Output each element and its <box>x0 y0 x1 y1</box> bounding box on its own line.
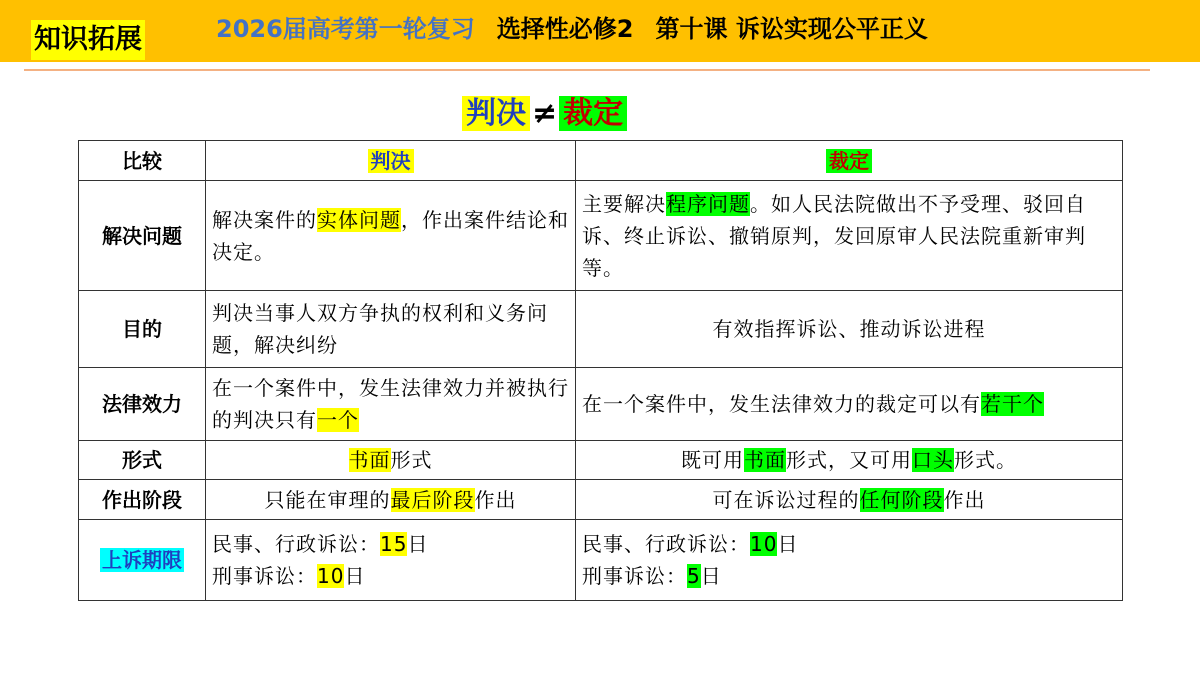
judgment-criminal-days: 10 <box>317 564 345 588</box>
ruling-stage-pre: 可在诉讼过程的 <box>712 487 860 512</box>
row-label-purpose: 目的 <box>79 291 206 368</box>
ruling-issue-cell <box>576 181 1123 291</box>
header-divider <box>24 69 1150 71</box>
ruling-criminal-label: 刑事诉讼： <box>582 564 687 588</box>
judgment-stage-post: 作出 <box>474 487 517 512</box>
main-title <box>462 92 627 136</box>
ruling-form-highlight-oral: 口头 <box>912 448 954 472</box>
ruling-effect-pre: 在一个案件中，发生法律效力的裁定可以有 <box>582 392 981 416</box>
header-judgment-label: 判决 <box>368 149 414 173</box>
judgment-purpose-cell: 判决当事人双方争执的权利和义务问题，解决纠纷 <box>206 291 576 368</box>
judgment-form-post: 形式 <box>390 448 433 472</box>
judgment-effect-highlight: 一个 <box>317 408 359 432</box>
judgment-appeal-civil <box>212 528 569 560</box>
row-label-effect: 法律效力 <box>79 368 206 441</box>
judgment-issue-cell <box>206 181 576 291</box>
judgment-issue-post: ，作出案件结论和决定。 <box>212 207 569 264</box>
ruling-form-post: 形式。 <box>954 448 1017 472</box>
ruling-form-cell <box>576 441 1123 480</box>
judgment-appeal-cell <box>206 520 576 601</box>
judgment-civil-label: 民事、行政诉讼： <box>212 532 380 556</box>
judgment-stage-cell <box>206 480 576 520</box>
title-ruling: 裁定 <box>559 96 627 131</box>
ruling-criminal-days: 5 <box>687 564 701 588</box>
judgment-civil-unit: 日 <box>407 532 429 556</box>
course-name: 2026届高考第一轮复习 <box>216 15 475 43</box>
ruling-issue-pre: 主要解决 <box>582 191 666 216</box>
row-label-form: 形式 <box>79 441 206 480</box>
ruling-stage-post: 作出 <box>943 487 986 512</box>
ruling-form-pre: 既可用 <box>681 448 744 472</box>
module-name: 选择性必修2 <box>496 15 634 43</box>
ruling-criminal-unit: 日 <box>700 564 722 588</box>
table-row-issue <box>79 181 1123 291</box>
table-header-row <box>79 141 1123 181</box>
title-judgment: 判决 <box>462 96 530 131</box>
ruling-stage-highlight: 任何阶段 <box>859 487 944 512</box>
row-label-issue: 解决问题 <box>79 181 206 291</box>
judgment-criminal-unit: 日 <box>344 564 366 588</box>
judgment-issue-pre: 解决案件的 <box>212 207 317 232</box>
table-row-form <box>79 441 1123 480</box>
course-title <box>216 12 928 46</box>
judgment-effect-pre: 在一个案件中，发生法律效力并被执行的判决只有 <box>212 376 569 432</box>
judgment-criminal-label: 刑事诉讼： <box>212 564 317 588</box>
ruling-civil-unit: 日 <box>777 532 799 556</box>
title-not-equal: ≠ <box>532 96 558 131</box>
row-label-appeal: 上诉期限 <box>102 548 182 572</box>
header-ruling-cell <box>576 141 1123 181</box>
table-row-purpose <box>79 291 1123 368</box>
section-badge: 知识拓展 <box>31 20 145 60</box>
judgment-appeal-criminal <box>212 560 569 592</box>
ruling-civil-label: 民事、行政诉讼： <box>582 532 750 556</box>
table-row-appeal <box>79 520 1123 601</box>
header-compare-cell <box>79 141 206 181</box>
ruling-appeal-cell <box>576 520 1123 601</box>
judgment-form-highlight: 书面 <box>348 448 391 472</box>
row-label-stage: 作出阶段 <box>79 480 206 520</box>
table-row-effect <box>79 368 1123 441</box>
judgment-stage-pre: 只能在审理的 <box>264 487 391 512</box>
comparison-table <box>78 140 1123 601</box>
judgment-civil-days: 15 <box>380 532 408 556</box>
judgment-form-cell <box>206 441 576 480</box>
ruling-form-mid: 形式，又可用 <box>786 448 912 472</box>
ruling-purpose-cell: 有效指挥诉讼、推动诉讼进程 <box>576 291 1123 368</box>
judgment-stage-highlight: 最后阶段 <box>390 487 475 512</box>
header-compare-label: 比较 <box>122 148 162 173</box>
ruling-issue-post: 。如人民法院做出不予受理、驳回自诉、终止诉讼、撤销原判，发回原审人民法院重新审判等。 <box>582 191 1086 280</box>
judgment-issue-highlight: 实体问题 <box>317 207 401 232</box>
ruling-stage-cell <box>576 480 1123 520</box>
ruling-issue-highlight: 程序问题 <box>666 191 750 216</box>
ruling-civil-days: 10 <box>750 532 778 556</box>
header-ruling-label: 裁定 <box>826 149 872 173</box>
header-judgment-cell <box>206 141 576 181</box>
table-row-stage <box>79 480 1123 520</box>
ruling-appeal-civil <box>582 528 1116 560</box>
ruling-effect-cell <box>576 368 1123 441</box>
ruling-appeal-criminal <box>582 560 1116 592</box>
ruling-effect-highlight: 若干个 <box>981 392 1044 416</box>
row-label-appeal-cell <box>79 520 206 601</box>
lesson-name: 第十课 诉讼实现公平正义 <box>655 15 928 43</box>
judgment-effect-cell <box>206 368 576 441</box>
ruling-form-highlight-written: 书面 <box>744 448 786 472</box>
